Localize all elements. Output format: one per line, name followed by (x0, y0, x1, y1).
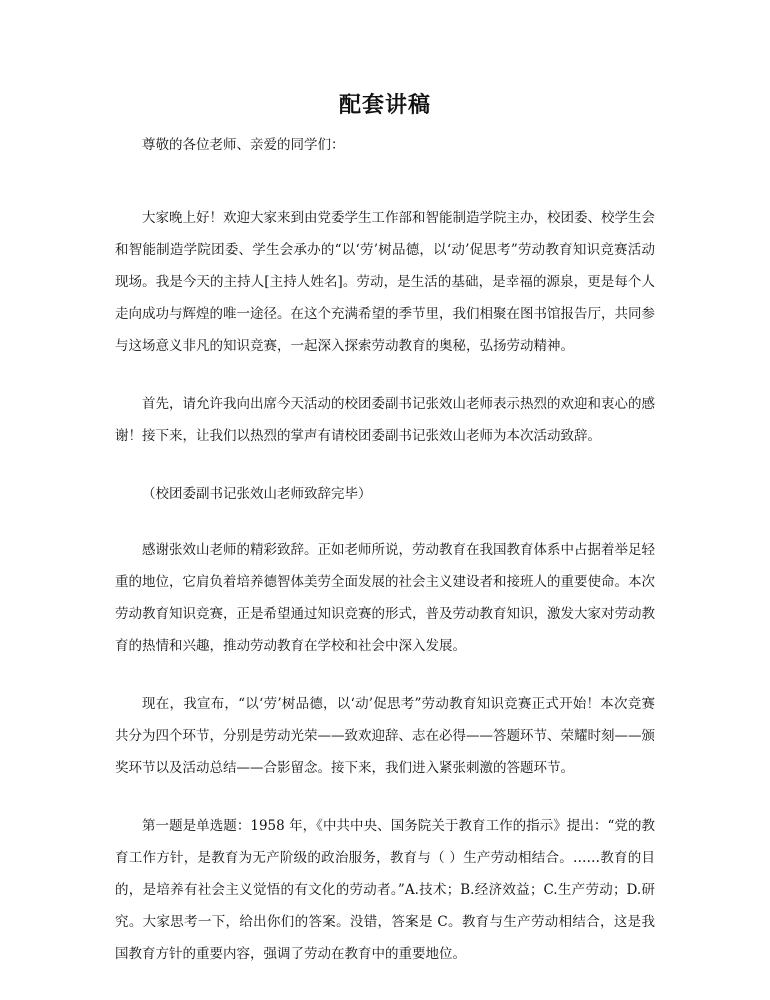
paragraph-announce-start: 现在，我宣布，“以‘劳’树品德，以‘动’促思考”劳动教育知识竞赛正式开始！本次竞赛共分为四个环节，分别是劳动光荣——致欢迎辞、志在必得——答题环节、荣耀时刻——颁奖环节以及活动总结——合影留念。接下来，我们进入紧张刺激的答题环节。 (115, 696, 655, 776)
paragraph-thanks-speech: 感谢张效山老师的精彩致辞。正如老师所说，劳动教育在我国教育体系中占据着举足轻重的地位，它肩负着培养德智体美劳全面发展的社会主义建设者和接班人的重要使命。本次劳动教育知识竞赛，正是希望通过知识竞赛的形式，普及劳动教育知识，激发大家对劳动教育的热情和兴趣，推动劳动教育在学校和社会中深入发展。 (115, 542, 655, 654)
paragraph-welcome: 大家晚上好！欢迎大家来到由党委学生工作部和智能制造学院主办，校团委、校学生会和智能制造学院团委、学生会承办的“以‘劳’树品德，以‘动’促思考”劳动教育知识竞赛活动现场。我是今天的主持人[主持人姓名]。劳动，是生活的基础，是幸福的源泉，更是每个人走向成功与辉煌的唯一途径。在这个充满希望的季节里，我们相聚在图书馆报告厅，共同参与这场意义非凡的知识竞赛，一起深入探索劳动教育的奥秘，弘扬劳动精神。 (115, 210, 655, 354)
document-title: 配套讲稿 (338, 92, 431, 118)
paragraph-stage-note: （校团委副书记张效山老师致辞完毕） (142, 486, 372, 502)
paragraph-thanks-guest: 首先，请允许我向出席今天活动的校团委副书记张效山老师表示热烈的欢迎和衷心的感谢！接下来，让我们以热烈的掌声有请校团委副书记张效山老师为本次活动致辞。 (115, 396, 655, 444)
paragraph-question-one: 第一题是单选题：1958 年，《中共中央、国务院关于教育工作的指示》提出：“党的教育工作方针，是教育为无产阶级的政治服务，教育与（ ）生产劳动相结合。……教育的目的，是培养有社会主义觉悟的有文化的劳动者。”A.技术；B.经济效益；C.生产劳动；D.研究。大家思考一下，给出你们的答案。没错，答案是 C。教育与生产劳动相结合，这是我国教育方针的重要内容，强调了劳动在教育中的重要地位。 (115, 818, 655, 962)
salutation: 尊敬的各位老师、亲爱的同学们： (142, 137, 345, 153)
